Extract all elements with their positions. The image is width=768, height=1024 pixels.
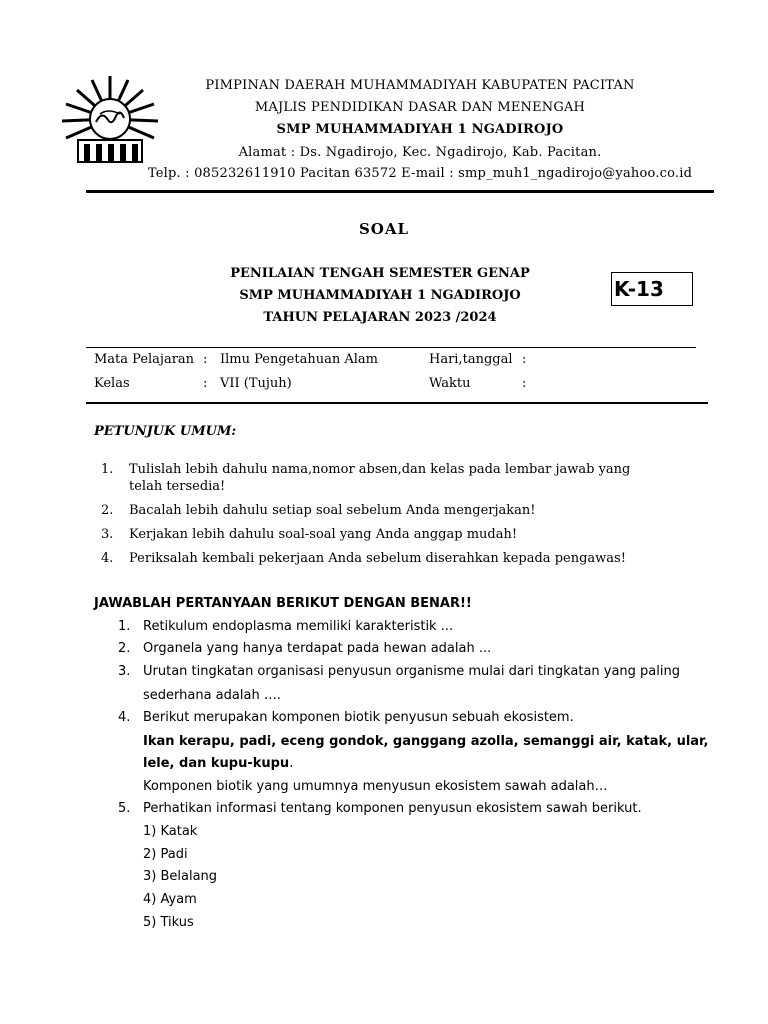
subject-label: Mata Pelajaran [94,352,195,367]
question-number: 3. [118,664,131,679]
question-text: Organela yang hanya terdapat pada hewan adalah ... [143,641,492,656]
question-text: Retikulum endoplasma memiliki karakteristik ... [143,619,454,634]
header-address: Alamat : Ds. Ngadirojo, Kec. Ngadirojo, Kab. Pacitan. [238,145,602,160]
question-5-option: 5) Tikus [143,915,194,930]
header-divider [86,190,714,193]
question-text: Berikut merupakan komponen biotik penyusun sebuah ekosistem. [143,710,574,725]
question-4-biotic-list-cont [143,756,293,771]
curriculum-badge: K-13 [611,272,693,306]
date-label: Hari,tanggal [429,352,513,367]
class-colon: : [203,376,208,391]
class-label: Kelas [94,376,130,391]
question-5-option: 4) Ayam [143,892,197,907]
instruction-text: Bacalah lebih dahulu setiap soal sebelum Anda mengerjakan! [129,503,536,518]
instruction-number: 2. [101,503,114,518]
header-contact: Telp. : 085232611910 Pacitan 63572 E-mail : smp_muh1_ngadirojo@yahoo.co.id [147,166,693,181]
question-text: Urutan tingkatan organisasi penyusun organisme mulai dari tingkatan yang paling [143,664,680,679]
info-top-rule [86,347,696,348]
instruction-text: Kerjakan lebih dahulu soal-soal yang Anda anggap mudah! [129,527,518,542]
document-title: SOAL [358,220,410,238]
questions-heading: JAWABLAH PERTANYAAN BERIKUT DENGAN BENAR!! [94,596,472,611]
date-colon: : [522,352,527,367]
header-school-name: SMP MUHAMMADIYAH 1 NGADIROJO [276,122,564,137]
question-5-option: 2) Padi [143,847,188,862]
info-bottom-rule [86,402,708,404]
instruction-number: 1. [101,462,114,477]
question-3-continued: sederhana adalah …. [143,688,281,703]
instructions-heading: PETUNJUK UMUM: [94,424,237,439]
question-4-period: . [289,756,294,771]
question-number: 4. [118,710,131,725]
instruction-text: Tulislah lebih dahulu nama,nomor absen,dan kelas pada lembar jawab yang telah tersedia! [129,462,631,494]
question-5-option: 1) Katak [143,824,198,839]
class-value: VII (Tujuh) [220,376,292,391]
question-4-prompt: Komponen biotik yang umumnya menyusun ekosistem sawah adalah… [143,779,608,794]
time-label: Waktu [429,376,471,391]
header-organization: PIMPINAN DAERAH MUHAMMADIYAH KABUPATEN PACITAN [205,78,635,93]
question-text: Perhatikan informasi tentang komponen penyusun ekosistem sawah berikut. [143,801,642,816]
exam-name: PENILAIAN TENGAH SEMESTER GENAP [230,266,530,281]
question-4-biotic-list: Ikan kerapu, padi, eceng gondok, ganggang azolla, semanggi air, katak, ular, [143,734,709,749]
question-4-biotic-list-end: lele, dan kupu-kupu [143,756,290,771]
subject-value: Ilmu Pengetahuan Alam [220,352,378,367]
header-majlis: MAJLIS PENDIDIKAN DASAR DAN MENENGAH [254,100,586,115]
exam-year: TAHUN PELAJARAN 2023 /2024 [263,310,497,325]
instruction-number: 3. [101,527,114,542]
time-colon: : [522,376,527,391]
question-number: 1. [118,619,131,634]
exam-school: SMP MUHAMMADIYAH 1 NGADIROJO [239,288,521,303]
instruction-text: Periksalah kembali pekerjaan Anda sebelum diserahkan kepada pengawas! [129,551,626,566]
question-number: 5. [118,801,131,816]
question-5-option: 3) Belalang [143,869,218,884]
subject-colon: : [203,352,208,367]
instruction-number: 4. [101,551,114,566]
question-number: 2. [118,641,131,656]
